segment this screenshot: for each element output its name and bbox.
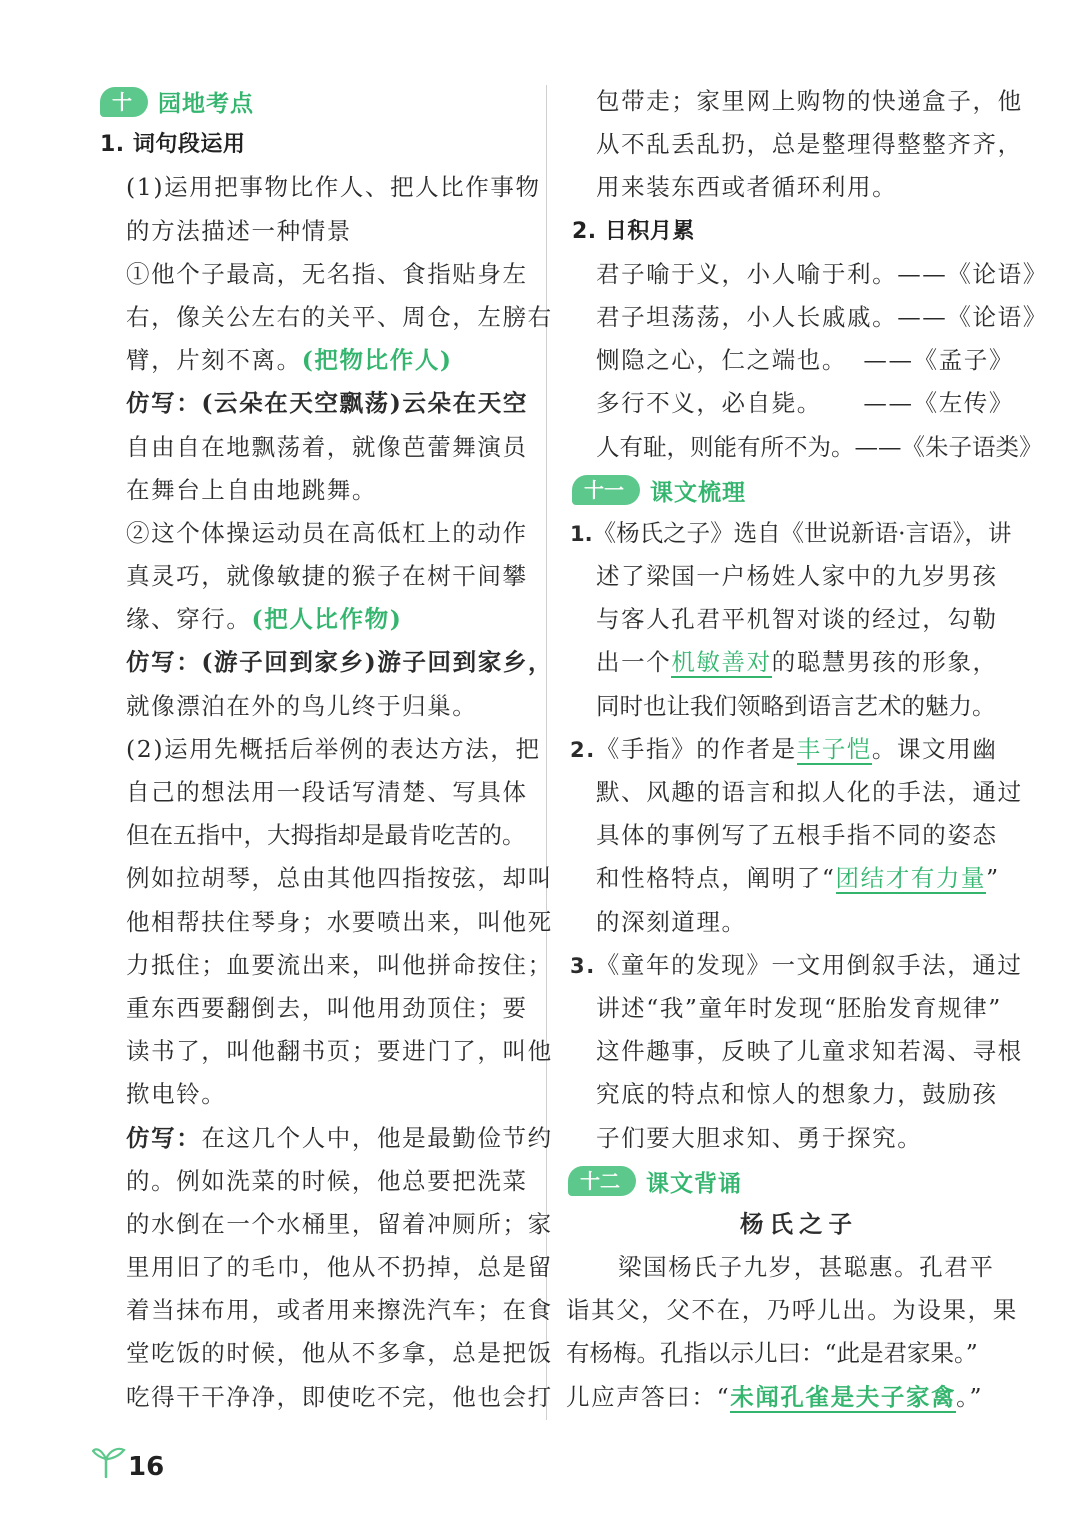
text-line: ②这个体操运动员在高低杠上的动作 [126, 518, 528, 547]
text-line: 在舞台上自由地跳舞。 [126, 475, 377, 504]
text-span: ” [986, 864, 1000, 893]
text-line: 梁国杨氏子九岁，甚聪惠。孔君平 [618, 1253, 995, 1282]
quote-text: 恻隐之心，仁之端也。 [596, 346, 847, 375]
text-line: 就像漂泊在外的鸟儿终于归巢。 [126, 691, 478, 720]
quote-text: 君子坦荡荡，小人长戚戚。 [596, 302, 898, 331]
annotation-note: (把物比作人) [301, 346, 453, 375]
text-line: ①他个子最高，无名指、食指贴身左 [126, 259, 528, 288]
page-number: 16 [128, 1452, 165, 1482]
text-line [564, 512, 1014, 555]
right-column [564, 80, 1048, 1419]
text-line: 用来装东西或者循环利用。 [596, 173, 898, 202]
text-line: 他相帮扶住琴身；水要喷出来，叫他死 [126, 907, 553, 936]
text-span: 。” [956, 1382, 984, 1411]
quote-source: ——《朱子语类》 [854, 432, 1043, 461]
text-line: 的水倒在一个水桶里，留着冲厕所；家 [126, 1209, 553, 1238]
sprout-icon [92, 1442, 126, 1482]
text-line: 重东西要翻倒去，叫他用劲顶住；要 [126, 993, 528, 1022]
text-line: 真灵巧，就像敏捷的猴子在树干间攀 [126, 562, 528, 591]
text-line: 具体的事例写了五根手指不同的姿态 [596, 821, 998, 850]
quote-text: 多行不义，必自毙。 [596, 389, 822, 418]
key-phrase: 机敏善对 [671, 648, 772, 677]
text-line: 诣其父，父不在，乃呼儿出。为设果，果 [566, 1296, 1018, 1325]
key-phrase: 团结才有力量 [835, 864, 987, 893]
text-line: 堂吃饭的时候，他从不多拿，总是把饭 [126, 1339, 553, 1368]
text-line: 究底的特点和惊人的想象力，鼓励孩 [596, 1080, 998, 1109]
text-line: (2)运用先概括后举例的表达方法，把 [126, 734, 541, 763]
text-line: 吃得干干净净，即使吃不完，他也会打 [126, 1382, 553, 1411]
quote-source: ——《孟子》 [863, 346, 1014, 375]
quote-text: 君子喻于义，小人喻于利。 [596, 259, 898, 288]
text-line: 从不乱丢乱扔，总是整理得整整齐齐， [596, 130, 1023, 159]
quote-source: ——《论语》 [897, 302, 1048, 331]
quote-source: ——《左传》 [863, 389, 1014, 418]
text-line [100, 1117, 553, 1160]
text-line [564, 857, 1014, 900]
item-number: 3. [570, 953, 596, 978]
text-line [100, 339, 540, 382]
quote-source: ——《论语》 [897, 259, 1048, 288]
text-span: 《手指》的作者是 [595, 734, 797, 763]
text-span: (云朵在天空飘荡)云朵在天空 [201, 389, 528, 418]
text-line [100, 382, 540, 425]
text-line: 右，像关公左右的关平、周仓，左膀右 [126, 302, 553, 331]
key-phrase: 未闻孔雀是夫子家禽 [730, 1382, 957, 1411]
section-title: 课文背诵 [646, 1170, 742, 1197]
quote-row [564, 296, 1048, 339]
text-line: 的。例如洗菜的时候，他总要把洗菜 [126, 1166, 528, 1195]
key-phrase: 丰子恺 [796, 734, 872, 763]
section-11-heading [564, 469, 1014, 512]
text-span: 出一个 [596, 648, 672, 677]
text-line: 读书了，叫他翻书页；要进门了，叫他 [126, 1037, 553, 1066]
text-line: 默、风趣的语言和拟人化的手法，通过 [596, 778, 1023, 806]
text-span: 。课文用幽 [871, 734, 998, 763]
text-line [100, 598, 540, 641]
text-span: 在这几个人中，他是最勤俭节约 [201, 1123, 553, 1152]
left-column [100, 80, 554, 1419]
text-line: (1)运用把事物比作人、把人比作事物 [126, 173, 541, 202]
item-number: 1. [570, 521, 593, 546]
section-badge: 十二 [568, 1166, 636, 1196]
subheading-1: 1. 词句段运用 [100, 132, 246, 158]
text-line [564, 1376, 1014, 1419]
page-footer [92, 1442, 164, 1482]
text-line: 里用旧了的毛巾，他从不扔掉，总是留 [126, 1253, 553, 1282]
text-line: 力抵住；血要流出来，叫他拼命按住； [126, 950, 553, 979]
quote-row [564, 426, 1043, 469]
imitation-label: 仿写： [126, 1123, 202, 1152]
text-line: 自己的想法用一段话写清楚、写具体 [126, 778, 528, 806]
item-number: 2. [570, 737, 596, 762]
text-span: 的聪慧男孩的形象， [771, 648, 998, 677]
section-12-heading [564, 1160, 1014, 1203]
text-line: 的深刻道理。 [596, 907, 747, 936]
text-line [564, 728, 1014, 771]
text-line: 但在五指中，大拇指却是最肯吃苦的。 [126, 821, 526, 850]
text-line: 讲述“我”童年时发现“胚胎发育规律” [596, 993, 1002, 1022]
text-line: 揿电铃。 [126, 1080, 227, 1109]
text-line [564, 641, 1014, 684]
section-10-heading [100, 80, 540, 123]
text-line: 例如拉胡琴，总由其他四指按弦，却叫 [126, 864, 553, 893]
quote-row [564, 382, 1014, 425]
text-line: 述了梁国一户杨姓人家中的九岁男孩 [596, 562, 998, 591]
quote-row [564, 339, 1014, 382]
section-badge: 十一 [572, 475, 640, 505]
text-line: 包带走；家里网上购物的快递盒子，他 [596, 87, 1023, 115]
text-line [100, 641, 554, 684]
quote-row [564, 253, 1048, 296]
text-span: 缘、穿行。 [126, 605, 252, 634]
subheading-2: 2. 日积月累 [572, 218, 695, 244]
text-span: 《杨氏之子》选自《世说新语·言语》，讲 [592, 518, 1012, 547]
text-span: 儿应声答曰：“ [566, 1382, 731, 1411]
section-title: 园地考点 [158, 91, 254, 118]
text-line: 子们要大胆求知、勇于探究。 [596, 1123, 923, 1152]
text-line: 与客人孔君平机智对谈的经过，勾勒 [596, 605, 998, 634]
text-span: 《童年的发现》一文用倒叙手法，通过 [595, 950, 1023, 979]
text-span: 臂，片刻不离。 [126, 346, 302, 375]
poem-title: 杨氏之子 [740, 1209, 858, 1238]
quote-text: 人有耻，则能有所不为。 [596, 432, 855, 461]
imitation-label: 仿写： [126, 648, 202, 677]
text-line: 这件趣事，反映了儿童求知若渴、寻根 [596, 1037, 1023, 1066]
text-span: (游子回到家乡)游子回到家乡， [201, 648, 554, 677]
annotation-note: (把人比作物) [251, 605, 403, 634]
text-line [564, 944, 1023, 987]
text-line: 自由自在地飘荡着，就像芭蕾舞演员 [126, 432, 528, 461]
text-line: 的方法描述一种情景 [126, 216, 352, 245]
text-span: 和性格特点，阐明了“ [596, 864, 836, 893]
section-badge: 十 [100, 87, 148, 117]
section-title: 课文梳理 [650, 479, 746, 506]
text-line: 有杨梅。孔指以示儿曰：“此是君家果。” [566, 1339, 978, 1368]
text-line: 着当抹布用，或者用来擦洗汽车；在食 [126, 1296, 553, 1325]
imitation-label: 仿写： [126, 389, 202, 418]
text-line: 同时也让我们领略到语言艺术的魅力。 [596, 691, 996, 720]
